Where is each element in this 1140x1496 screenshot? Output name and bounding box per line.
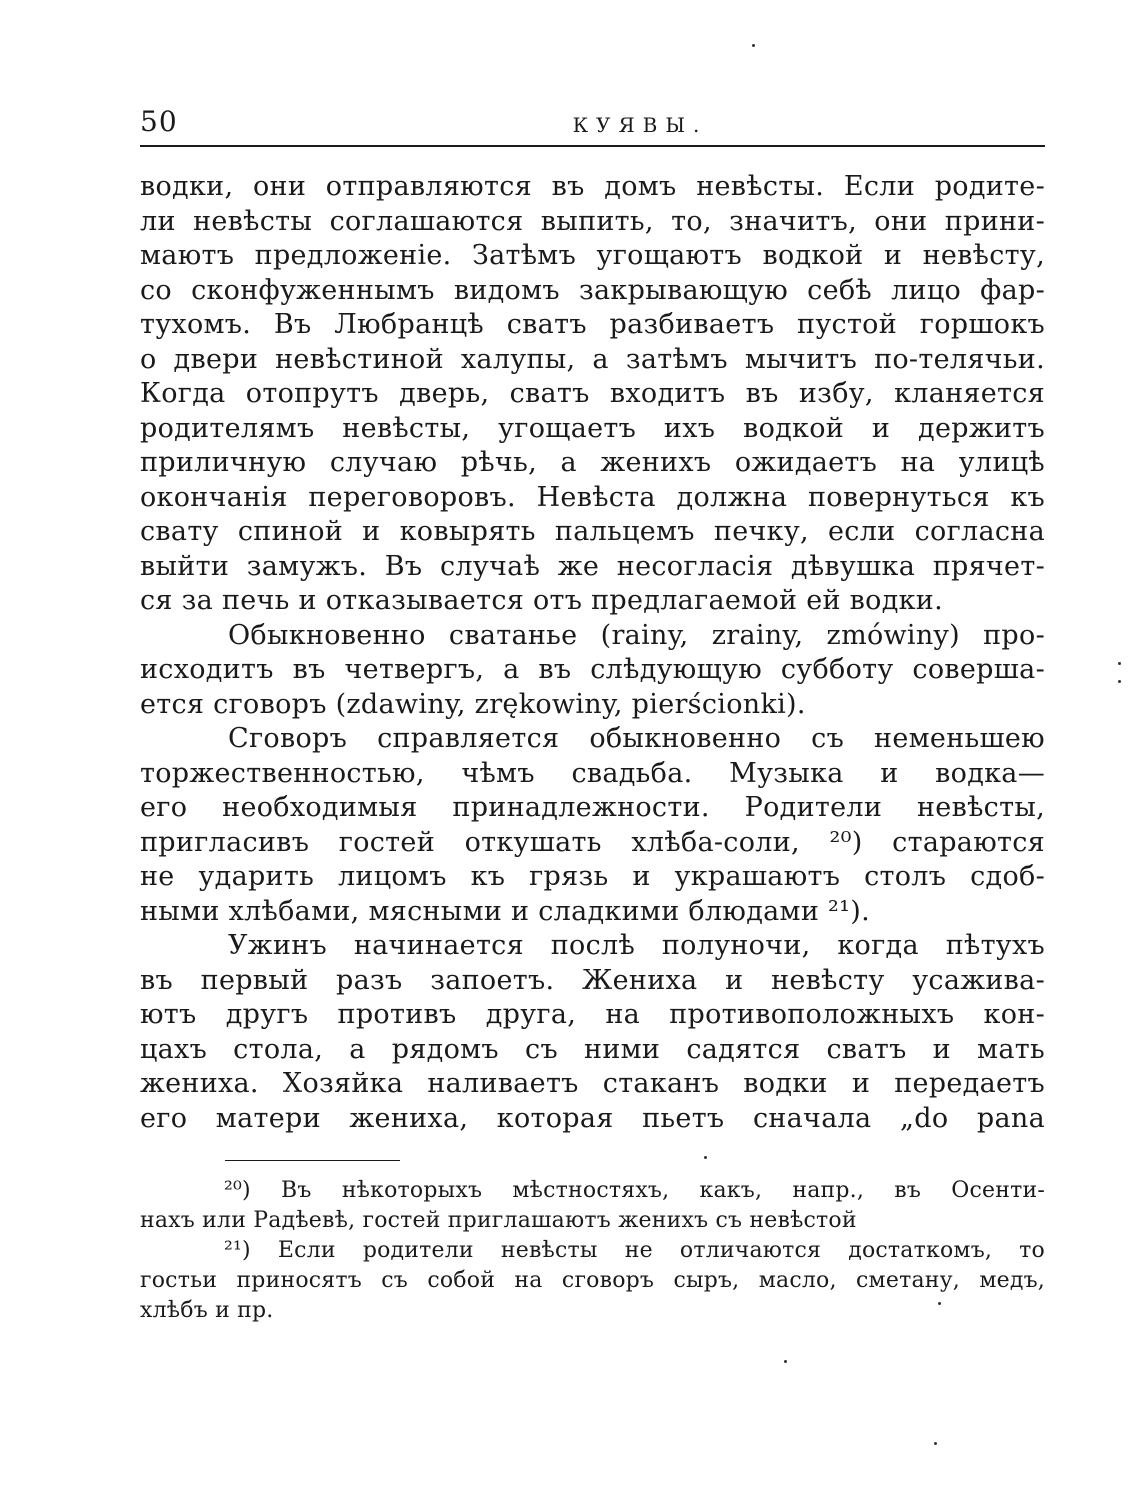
body-line: ли невѣсты соглашаются выпить, то, значитъ, они прини- bbox=[140, 205, 1045, 237]
running-head: КУЯВЫ. bbox=[572, 113, 708, 137]
body-line: не ударить лицомъ къ грязь и украшаютъ столъ сдоб- bbox=[140, 861, 1045, 892]
main-text bbox=[140, 170, 1045, 1136]
body-line: ется сговоръ (zdawiny, zrękowiny, pierścionki). bbox=[140, 688, 806, 720]
body-line: жениха. Хозяйка наливаетъ стаканъ водки и передаетъ bbox=[140, 1068, 1045, 1099]
scan-speck bbox=[752, 44, 755, 47]
scan-speck bbox=[1118, 662, 1121, 665]
scan-speck bbox=[934, 1442, 937, 1445]
footnote-line: гостьи приносятъ съ собой на сговоръ сыръ, масло, сметану, медъ, bbox=[140, 1268, 1045, 1293]
scan-speck bbox=[784, 1360, 787, 1363]
body-line: ными хлѣбами, мясными и сладкими блюдами ²¹). bbox=[140, 895, 870, 927]
body-line: Ужинъ начинается послѣ полуночи, когда пѣтухъ bbox=[228, 930, 1045, 961]
body-line: его необходимыя принадлежности. Родители невѣсты, bbox=[140, 792, 1045, 823]
body-line: ютъ другъ противъ друга, на противоположныхъ кон- bbox=[140, 999, 1045, 1030]
body-line: выйти замужъ. Въ случаѣ же несогласія дѣвушка прячет- bbox=[140, 550, 1045, 582]
footnotes bbox=[140, 1176, 1045, 1326]
footnote-line: хлѣбъ и пр. bbox=[140, 1298, 274, 1323]
body-line: въ первый разъ запоетъ. Жениха и невѣсту усажива- bbox=[140, 964, 1045, 996]
header-rule bbox=[140, 145, 1045, 147]
body-line: тухомъ. Въ Любранцѣ сватъ разбиваетъ пустой горшокъ bbox=[140, 309, 1045, 340]
body-line: приличную случаю рѣчь, а женихъ ожидаетъ на улицѣ bbox=[140, 447, 1045, 478]
body-line: исходитъ въ четвергъ, а въ слѣдующую субботу соверша- bbox=[140, 654, 1045, 685]
footnote-line: нахъ или Радѣевѣ, гостей приглашаютъ женихъ съ невѣстой bbox=[140, 1208, 857, 1233]
body-line: торжественностью, чѣмъ свадьба. Музыка и водка— bbox=[140, 757, 1045, 789]
body-line: Сговоръ справляется обыкновенно съ неменьшею bbox=[228, 723, 1045, 754]
body-line: со сконфуженнымъ видомъ закрывающую себѣ лицо фар- bbox=[140, 274, 1045, 306]
body-line: пригласивъ гостей откушать хлѣба-соли, ²⁰) стараются bbox=[140, 826, 1045, 858]
scan-speck bbox=[938, 1302, 941, 1305]
body-line: свату спиной и ковырять пальцемъ печку, если согласна bbox=[140, 516, 1045, 547]
scan-speck bbox=[1118, 680, 1121, 683]
body-line: его матери жениха, которая пьетъ сначала „do pana bbox=[140, 1102, 1045, 1134]
scan-speck bbox=[704, 1156, 707, 1159]
footnote-rule bbox=[225, 1160, 400, 1161]
page-header bbox=[140, 104, 1045, 144]
body-line: родителямъ невѣсты, угощаетъ ихъ водкой и держитъ bbox=[140, 412, 1045, 444]
page-number: 50 bbox=[140, 105, 178, 138]
footnote-line: ²¹) Если родители невѣсты не отличаются достаткомъ, то bbox=[224, 1238, 1045, 1263]
body-line: ся за печь и отказывается отъ предлагаемой ей водки. bbox=[140, 585, 943, 616]
body-line: цахъ стола, а рядомъ съ ними садятся сватъ и мать bbox=[140, 1033, 1045, 1065]
footnote-line: ²⁰) Въ нѣкоторыхъ мѣстностяхъ, какъ, напр., въ Осенти- bbox=[224, 1178, 1045, 1203]
body-line: Обыкновенно сватанье (rainy, zrainy, zmówiny) про- bbox=[228, 619, 1045, 651]
body-line: водки, они отправляются въ домъ невѣсты. Если родите- bbox=[140, 171, 1045, 202]
body-line: о двери невѣстиной халупы, а затѣмъ мычитъ по-телячьи. bbox=[140, 343, 1045, 375]
body-line: Когда отопрутъ дверь, сватъ входитъ въ избу, кланяется bbox=[140, 378, 1045, 409]
body-line: маютъ предложеніе. Затѣмъ угощаютъ водкой и невѣсту, bbox=[140, 240, 1045, 271]
body-line: окончанія переговоровъ. Невѣста должна повернуться къ bbox=[140, 481, 1045, 513]
